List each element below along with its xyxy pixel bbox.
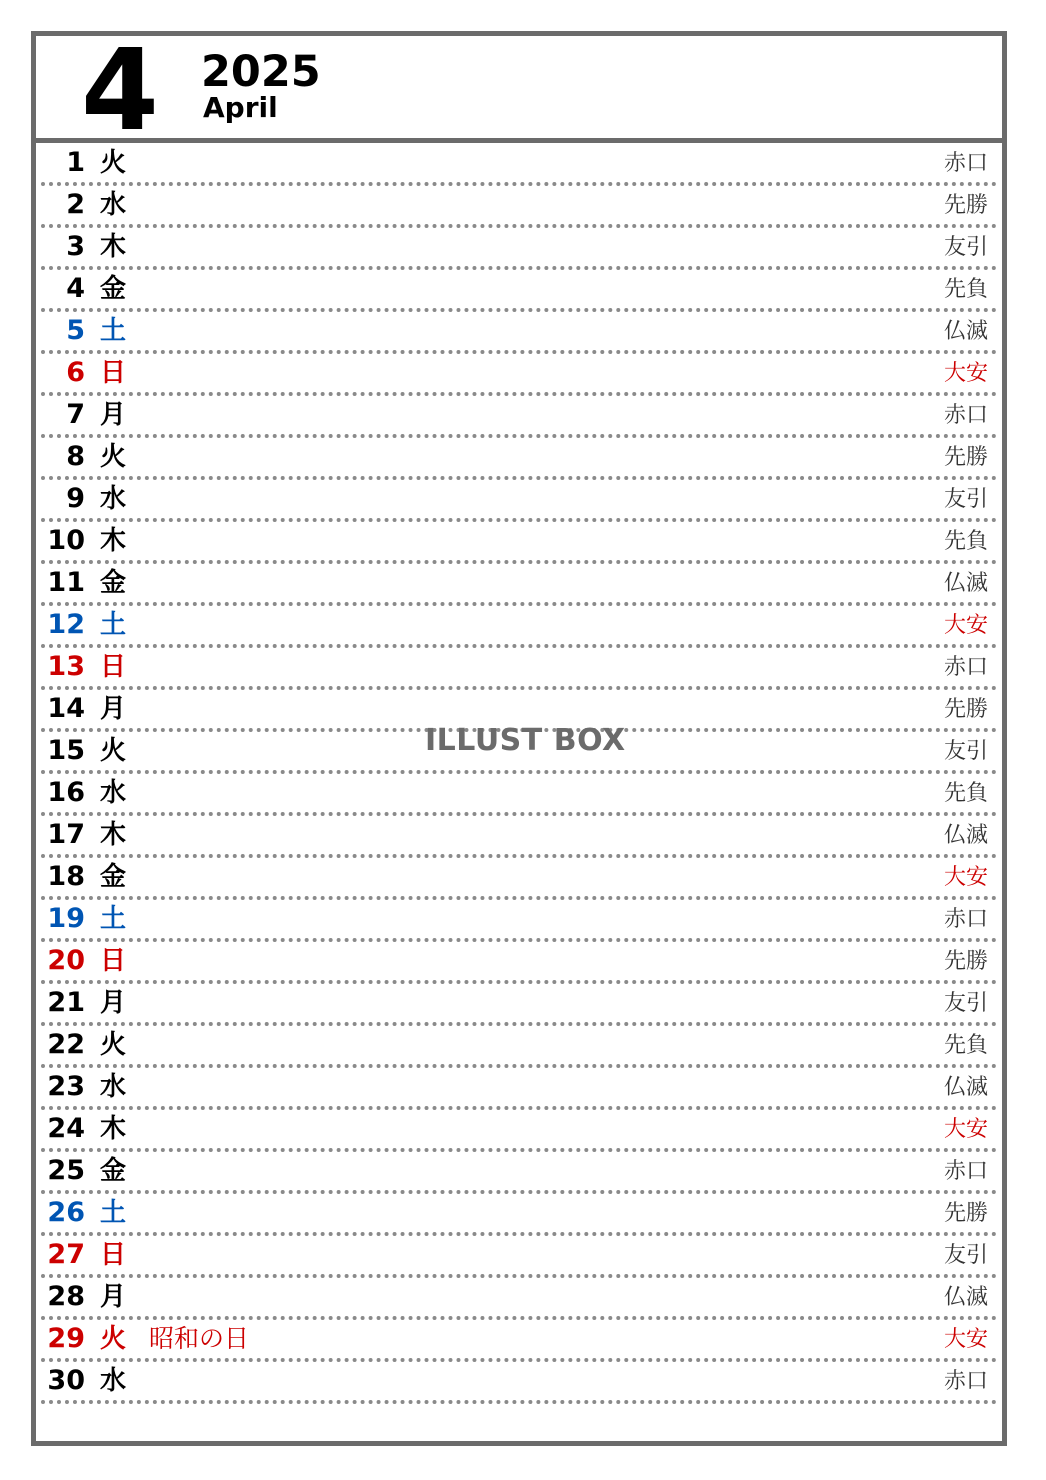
rokuyo-label: 先負 (943, 529, 988, 554)
day-weekday: 土 (100, 316, 127, 346)
day-row (41, 1362, 997, 1404)
day-number: 17 (47, 819, 85, 850)
rokuyo-label: 友引 (943, 235, 988, 260)
day-number: 19 (47, 903, 85, 934)
rokuyo-label: 仏滅 (943, 1075, 988, 1100)
day-number: 23 (47, 1071, 85, 1102)
day-weekday: 土 (100, 904, 127, 934)
day-number: 13 (47, 651, 85, 682)
day-weekday: 木 (100, 526, 127, 556)
day-number: 9 (66, 483, 85, 514)
day-weekday: 火 (100, 736, 127, 766)
day-number: 3 (66, 231, 85, 262)
rokuyo-label: 大安 (943, 1117, 988, 1142)
day-row (41, 438, 997, 480)
day-number: 30 (47, 1365, 85, 1396)
day-row (41, 312, 997, 354)
day-list (41, 144, 997, 1404)
day-row (41, 396, 997, 438)
rokuyo-label: 先負 (943, 781, 988, 806)
rokuyo-label: 先勝 (943, 697, 988, 722)
day-weekday: 金 (100, 568, 127, 598)
day-number: 7 (66, 399, 85, 430)
day-row (41, 270, 997, 312)
day-weekday: 月 (100, 988, 127, 1018)
day-number: 12 (47, 609, 85, 640)
day-weekday: 月 (100, 400, 127, 430)
day-weekday: 木 (100, 1114, 127, 1144)
rokuyo-label: 仏滅 (943, 319, 988, 344)
rokuyo-label: 先勝 (943, 949, 988, 974)
day-number: 29 (47, 1323, 85, 1354)
day-number: 26 (47, 1197, 85, 1228)
day-row (41, 1152, 997, 1194)
day-weekday: 金 (100, 1156, 127, 1186)
rokuyo-label: 友引 (943, 1243, 988, 1268)
day-weekday: 水 (100, 190, 127, 220)
day-weekday: 日 (100, 358, 127, 388)
day-weekday: 月 (100, 1282, 127, 1312)
day-weekday: 金 (100, 862, 127, 892)
year-label: 2025 (201, 47, 321, 97)
day-row (41, 1236, 997, 1278)
day-weekday: 水 (100, 778, 127, 808)
rokuyo-label: 仏滅 (943, 1285, 988, 1310)
day-weekday: 火 (100, 148, 127, 178)
day-row (41, 144, 997, 186)
day-row (41, 858, 997, 900)
day-row (41, 1026, 997, 1068)
day-row (41, 522, 997, 564)
day-row (41, 1110, 997, 1152)
rokuyo-label: 友引 (943, 739, 988, 764)
day-number: 18 (47, 861, 85, 892)
month-name: April (203, 91, 278, 124)
holiday-name: 昭和の日 (149, 1324, 250, 1353)
day-row (41, 228, 997, 270)
day-number: 15 (47, 735, 85, 766)
day-number: 10 (47, 525, 85, 556)
rokuyo-label: 大安 (943, 1327, 988, 1352)
day-weekday: 木 (100, 820, 127, 850)
rokuyo-label: 先勝 (943, 445, 988, 470)
rokuyo-label: 赤口 (943, 655, 988, 680)
day-row (41, 354, 997, 396)
day-weekday: 土 (100, 1198, 127, 1228)
rokuyo-label: 仏滅 (943, 571, 988, 596)
day-weekday: 日 (100, 946, 127, 976)
day-number: 27 (47, 1239, 85, 1270)
rokuyo-label: 大安 (943, 865, 988, 890)
day-number: 6 (66, 357, 85, 388)
day-row (41, 1278, 997, 1320)
rokuyo-label: 先勝 (943, 1201, 988, 1226)
day-weekday: 日 (100, 652, 127, 682)
day-number: 5 (66, 315, 85, 346)
rokuyo-label: 赤口 (943, 907, 988, 932)
day-row (41, 564, 997, 606)
day-weekday: 火 (100, 1030, 127, 1060)
day-row (41, 1194, 997, 1236)
day-weekday: 土 (100, 610, 127, 640)
month-number: 4 (81, 26, 157, 156)
rokuyo-label: 先勝 (943, 193, 988, 218)
rokuyo-label: 友引 (943, 991, 988, 1016)
day-number: 16 (47, 777, 85, 808)
day-weekday: 水 (100, 1072, 127, 1102)
day-row (41, 480, 997, 522)
rokuyo-label: 先負 (943, 277, 988, 302)
day-number: 2 (66, 189, 85, 220)
day-weekday: 火 (100, 1324, 127, 1354)
rokuyo-label: 大安 (943, 361, 988, 386)
day-number: 20 (47, 945, 85, 976)
calendar-header (36, 26, 1002, 156)
day-number: 11 (47, 567, 85, 598)
rokuyo-label: 大安 (943, 613, 988, 638)
day-weekday: 日 (100, 1240, 127, 1270)
day-row (41, 984, 997, 1026)
rokuyo-label: 仏滅 (943, 823, 988, 848)
rokuyo-label: 赤口 (943, 1369, 988, 1394)
day-row (41, 816, 997, 858)
day-row (41, 1320, 997, 1362)
day-row (41, 186, 997, 228)
day-row (41, 648, 997, 690)
day-number: 25 (47, 1155, 85, 1186)
day-row (41, 942, 997, 984)
day-number: 21 (47, 987, 85, 1018)
day-row (41, 606, 997, 648)
day-weekday: 金 (100, 274, 127, 304)
day-number: 1 (66, 147, 85, 178)
day-row (41, 1068, 997, 1110)
day-number: 4 (66, 273, 85, 304)
day-row (41, 774, 997, 816)
day-weekday: 木 (100, 232, 127, 262)
day-weekday: 水 (100, 484, 127, 514)
rokuyo-label: 赤口 (943, 1159, 988, 1184)
day-weekday: 火 (100, 442, 127, 472)
day-row (41, 900, 997, 942)
rokuyo-label: 先負 (943, 1033, 988, 1058)
day-number: 28 (47, 1281, 85, 1312)
day-weekday: 水 (100, 1366, 127, 1396)
watermark: ILLUST BOX (425, 723, 626, 758)
rokuyo-label: 赤口 (943, 403, 988, 428)
day-number: 24 (47, 1113, 85, 1144)
rokuyo-label: 友引 (943, 487, 988, 512)
day-weekday: 月 (100, 694, 127, 724)
rokuyo-label: 赤口 (943, 151, 988, 176)
day-number: 14 (47, 693, 85, 724)
day-number: 22 (47, 1029, 85, 1060)
day-number: 8 (66, 441, 85, 472)
